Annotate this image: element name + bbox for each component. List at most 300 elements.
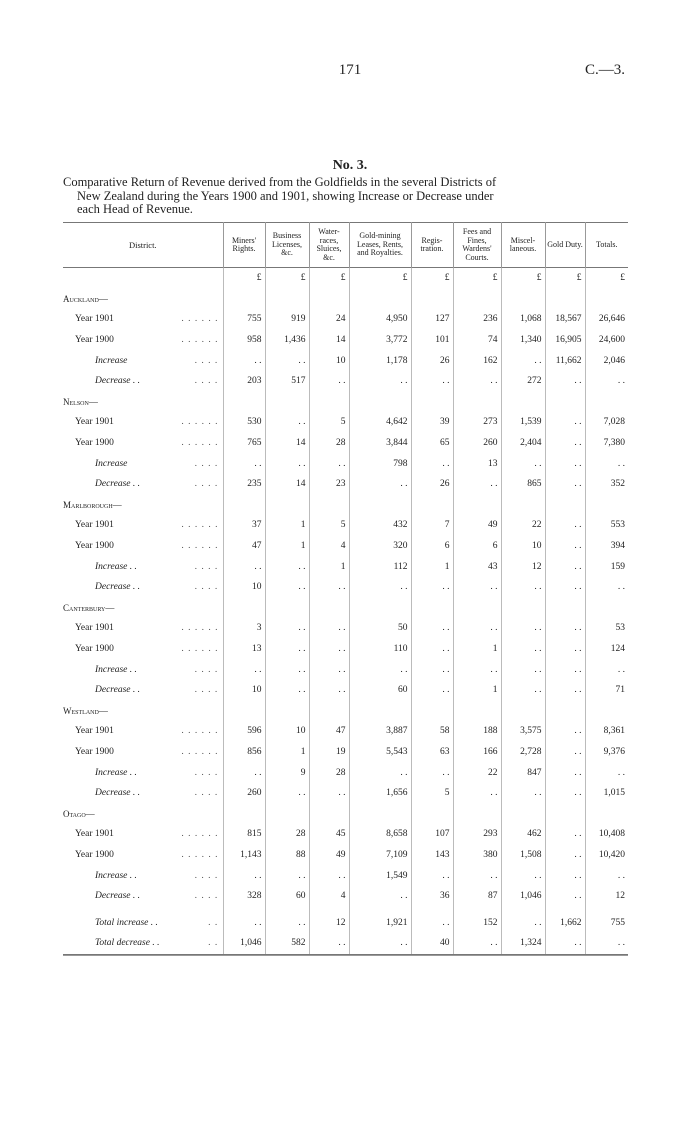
table-row (63, 680, 628, 701)
table-cell: 11,662 (545, 350, 585, 371)
row-label-text: Decrease . . (95, 582, 141, 593)
table-cell (411, 495, 453, 516)
row-label-text: Increase . . (95, 561, 137, 572)
leader-dots: . . . . (194, 767, 219, 778)
table-cell: 4 (309, 536, 349, 557)
table-cell: . . (501, 453, 545, 474)
table-cell (501, 803, 545, 824)
row-label (63, 680, 223, 701)
table-cell: 1,068 (501, 309, 545, 330)
table-cell: 3,844 (349, 433, 411, 454)
table-cell (453, 289, 501, 310)
district-name: Westland— (63, 705, 108, 716)
table-row (63, 865, 628, 886)
table-cell: 28 (309, 762, 349, 783)
table-cell (453, 803, 501, 824)
table-cell (453, 598, 501, 619)
table-cell: . . (349, 474, 411, 495)
table-cell: 8,658 (349, 824, 411, 845)
column-header: Water-races, Sluices, &c. (309, 223, 349, 268)
table-cell: . . (453, 659, 501, 680)
table-cell: . . (223, 556, 265, 577)
table-cell: 112 (349, 556, 411, 577)
table-cell: 272 (501, 371, 545, 392)
table-cell: . . (223, 865, 265, 886)
total-row (63, 912, 628, 933)
table-cell (265, 495, 309, 516)
leader-dots: . . . . . . (181, 438, 219, 449)
table-cell: . . (265, 350, 309, 371)
table-cell: . . (585, 577, 628, 598)
table-cell: . . (223, 453, 265, 474)
table-cell (585, 392, 628, 413)
table-row (63, 577, 628, 598)
table-caption (63, 176, 623, 217)
table-cell: 596 (223, 721, 265, 742)
table-cell (223, 289, 265, 310)
table-cell: . . (545, 783, 585, 804)
table-cell: . . (545, 453, 585, 474)
table-cell: . . (265, 618, 309, 639)
table-cell: . . (453, 618, 501, 639)
table-row (63, 556, 628, 577)
table-cell: 1 (453, 639, 501, 660)
district-name: Marlborough— (63, 499, 122, 510)
table-cell: . . (309, 577, 349, 598)
row-label (63, 371, 223, 392)
table-cell (453, 495, 501, 516)
table-cell (545, 289, 585, 310)
table-cell: 10,408 (585, 824, 628, 845)
leader-dots: . . . . (194, 458, 219, 469)
table-cell: 9,376 (585, 742, 628, 763)
table-cell: 9 (265, 762, 309, 783)
table-cell: 260 (453, 433, 501, 454)
table-cell: 352 (585, 474, 628, 495)
table-cell: . . (223, 350, 265, 371)
row-label (63, 618, 223, 639)
table-cell: 37 (223, 515, 265, 536)
table-cell: . . (585, 865, 628, 886)
row-label (63, 474, 223, 495)
row-label-text: Increase (95, 458, 128, 469)
table-cell: 47 (309, 721, 349, 742)
table-cell (585, 598, 628, 619)
table-cell: 159 (585, 556, 628, 577)
table-cell: . . (545, 865, 585, 886)
row-label (63, 433, 223, 454)
document-reference: C.—3. (584, 62, 625, 78)
table-cell: . . (501, 577, 545, 598)
table-cell: . . (223, 912, 265, 933)
column-header: Business Licenses, &c. (265, 223, 309, 268)
table-cell: 6 (411, 536, 453, 557)
row-label-text: Year 1901 (75, 314, 114, 325)
table-cell (545, 495, 585, 516)
table-cell: 3,772 (349, 330, 411, 351)
table-cell: 4 (309, 886, 349, 907)
table-cell: 58 (411, 721, 453, 742)
row-label-text: Year 1901 (75, 726, 114, 737)
table-cell: 22 (453, 762, 501, 783)
table-row (63, 371, 628, 392)
table-cell: . . (411, 618, 453, 639)
district-name: Auckland— (63, 293, 108, 304)
district-name: Nelson— (63, 396, 98, 407)
table-cell: . . (265, 659, 309, 680)
table-cell (265, 392, 309, 413)
table-cell: . . (545, 933, 585, 954)
table-cell: . . (411, 680, 453, 701)
table-row (63, 474, 628, 495)
leader-dots: . . . . (194, 582, 219, 593)
table-cell: 74 (453, 330, 501, 351)
caption-line-2: New Zealand during the Years 1900 and 1901, showing Increase or Decrease under (77, 188, 494, 203)
table-cell: . . (309, 453, 349, 474)
table-cell: 10,420 (585, 845, 628, 866)
table-cell: . . (501, 618, 545, 639)
table-cell: . . (309, 933, 349, 954)
table-cell: 1 (265, 742, 309, 763)
table-cell: 124 (585, 639, 628, 660)
table-cell (349, 803, 411, 824)
table-cell: 5,543 (349, 742, 411, 763)
table-cell: . . (309, 680, 349, 701)
table-cell: 236 (453, 309, 501, 330)
row-label (63, 515, 223, 536)
table-cell: 856 (223, 742, 265, 763)
table-cell: 6 (453, 536, 501, 557)
table-cell: 1,015 (585, 783, 628, 804)
table-cell: 2,046 (585, 350, 628, 371)
table-cell: 1,324 (501, 933, 545, 954)
table-cell: . . (545, 886, 585, 907)
table-cell: 14 (265, 474, 309, 495)
row-label-text: Decrease . . (95, 479, 141, 490)
table-cell: 2,404 (501, 433, 545, 454)
table-cell: . . (411, 865, 453, 886)
row-label (63, 556, 223, 577)
units-row (63, 268, 628, 289)
table-cell: . . (545, 577, 585, 598)
table-cell: 65 (411, 433, 453, 454)
table-cell: 127 (411, 309, 453, 330)
table-row (63, 742, 628, 763)
leader-dots: . . . . . . (181, 623, 219, 634)
caption-line-1: Comparative Return of Revenue derived from the Goldfields in the several Districts of (63, 175, 497, 189)
table-cell: 26,646 (585, 309, 628, 330)
row-label-text: Increase . . (95, 664, 137, 675)
table-cell (265, 289, 309, 310)
row-label-text: Increase . . (95, 767, 137, 778)
row-label-text: Year 1901 (75, 417, 114, 428)
table-cell (349, 700, 411, 721)
table-cell: . . (585, 762, 628, 783)
table-cell: . . (411, 371, 453, 392)
table-cell: . . (265, 577, 309, 598)
table-cell: 4,950 (349, 309, 411, 330)
table-row (63, 515, 628, 536)
table-cell: 188 (453, 721, 501, 742)
table-cell: 394 (585, 536, 628, 557)
table-cell (349, 598, 411, 619)
table-cell: . . (411, 912, 453, 933)
leader-dots: . . . . (194, 685, 219, 696)
table-cell (223, 700, 265, 721)
table-cell: . . (545, 824, 585, 845)
table-cell: . . (265, 783, 309, 804)
table-cell: 273 (453, 412, 501, 433)
table-cell: 865 (501, 474, 545, 495)
table-cell: 23 (309, 474, 349, 495)
table-cell: . . (223, 762, 265, 783)
table-cell: 19 (309, 742, 349, 763)
row-label (63, 577, 223, 598)
table-cell: 517 (265, 371, 309, 392)
table-cell: 5 (309, 515, 349, 536)
table-row (63, 433, 628, 454)
table-cell: 26 (411, 350, 453, 371)
district-name: Otago— (63, 808, 95, 819)
column-header: Miscel-laneous. (501, 223, 545, 268)
table-cell: 7 (411, 515, 453, 536)
table-cell (223, 598, 265, 619)
column-header: Totals. (585, 223, 628, 268)
table-cell: 10 (223, 577, 265, 598)
column-header-row (63, 223, 628, 268)
table-row (63, 350, 628, 371)
table-cell: 328 (223, 886, 265, 907)
leader-dots: . . . . . . (181, 314, 219, 325)
table-cell: . . (349, 371, 411, 392)
unit-cell: £ (545, 268, 585, 289)
table-cell: 162 (453, 350, 501, 371)
table-cell: 1 (309, 556, 349, 577)
table-cell: 63 (411, 742, 453, 763)
table-cell: 10 (309, 350, 349, 371)
table-cell: . . (453, 577, 501, 598)
row-label-text: Year 1900 (75, 335, 114, 346)
table-cell: 14 (309, 330, 349, 351)
table-cell: 3,575 (501, 721, 545, 742)
table-cell: 462 (501, 824, 545, 845)
unit-cell: £ (585, 268, 628, 289)
row-label-text: Decrease . . (95, 685, 141, 696)
table-cell (265, 803, 309, 824)
table-cell: . . (309, 865, 349, 886)
table-row (63, 886, 628, 907)
table-cell: . . (453, 371, 501, 392)
leader-dots: . . . . (194, 664, 219, 675)
table-cell (545, 803, 585, 824)
table-cell: 260 (223, 783, 265, 804)
column-header: Gold Duty. (545, 223, 585, 268)
leader-dots: . . . . . . (181, 829, 219, 840)
table-cell: . . (545, 433, 585, 454)
table-cell: . . (545, 371, 585, 392)
table-cell: 10 (223, 680, 265, 701)
leader-dots: . . . . (194, 870, 219, 881)
table-cell: . . (545, 515, 585, 536)
table-cell (223, 392, 265, 413)
table-cell: 1 (453, 680, 501, 701)
table-cell: 755 (585, 912, 628, 933)
unit-cell: £ (411, 268, 453, 289)
table-cell: 553 (585, 515, 628, 536)
table-cell: 1,046 (501, 886, 545, 907)
table-cell: 320 (349, 536, 411, 557)
table-cell: . . (585, 933, 628, 954)
table-cell: . . (309, 783, 349, 804)
row-label-text: Year 1900 (75, 541, 114, 552)
table-cell: 47 (223, 536, 265, 557)
table-row (63, 721, 628, 742)
row-label (63, 742, 223, 763)
row-label (63, 865, 223, 886)
table-cell: . . (349, 659, 411, 680)
table-cell: 1,340 (501, 330, 545, 351)
caption-line-3: each Head of Revenue. (77, 202, 193, 216)
table-cell: 14 (265, 433, 309, 454)
leader-dots: . . . . . . (181, 541, 219, 552)
table-cell (309, 700, 349, 721)
table-row (63, 309, 628, 330)
unit-cell: £ (453, 268, 501, 289)
column-header: Regis-tration. (411, 223, 453, 268)
table-cell: 16,905 (545, 330, 585, 351)
table-cell: . . (545, 680, 585, 701)
table-cell: . . (265, 912, 309, 933)
table-cell: 847 (501, 762, 545, 783)
row-label (63, 762, 223, 783)
table-cell: 2,728 (501, 742, 545, 763)
row-label-text: Year 1900 (75, 746, 114, 757)
table-cell: 7,380 (585, 433, 628, 454)
row-label-text: Decrease . . (95, 891, 141, 902)
table-cell: . . (545, 536, 585, 557)
table-cell: 293 (453, 824, 501, 845)
table-row (63, 639, 628, 660)
table-cell: 88 (265, 845, 309, 866)
table-cell: . . (349, 577, 411, 598)
table-cell: 1 (265, 536, 309, 557)
table-cell: 152 (453, 912, 501, 933)
table-cell: 1,436 (265, 330, 309, 351)
table-cell: . . (411, 639, 453, 660)
row-label (63, 330, 223, 351)
table-cell: 50 (349, 618, 411, 639)
table-cell: 28 (265, 824, 309, 845)
table-cell: 765 (223, 433, 265, 454)
table-cell: 1,662 (545, 912, 585, 933)
row-label (63, 350, 223, 371)
table-cell (309, 598, 349, 619)
table-cell: . . (411, 577, 453, 598)
table-cell: . . (223, 659, 265, 680)
table-cell: . . (501, 659, 545, 680)
table-cell: 582 (265, 933, 309, 954)
table-cell (453, 700, 501, 721)
table-cell: 1,508 (501, 845, 545, 866)
table-row (63, 412, 628, 433)
column-header: District. (128, 239, 157, 250)
table-cell (309, 392, 349, 413)
leader-dots: . . . . (194, 355, 219, 366)
table-cell: . . (545, 721, 585, 742)
district-header-row (63, 392, 628, 413)
table-cell: . . (265, 680, 309, 701)
row-label-text: Year 1900 (75, 643, 114, 654)
leader-dots: . . . . (194, 891, 219, 902)
table-cell (501, 495, 545, 516)
table-row (63, 845, 628, 866)
table-cell: 3 (223, 618, 265, 639)
leader-dots: . . . . . . (181, 335, 219, 346)
table-cell (545, 392, 585, 413)
table-cell (585, 700, 628, 721)
table-cell (223, 803, 265, 824)
table-cell: 10 (501, 536, 545, 557)
table-cell: 432 (349, 515, 411, 536)
leader-dots: . . . . . . (181, 849, 219, 860)
table-cell: . . (453, 865, 501, 886)
table-cell: 39 (411, 412, 453, 433)
table-cell: . . (545, 639, 585, 660)
row-label (63, 783, 223, 804)
row-label (63, 536, 223, 557)
table-cell: 3,887 (349, 721, 411, 742)
table-cell: . . (545, 474, 585, 495)
table-cell: 7,028 (585, 412, 628, 433)
table-cell (411, 803, 453, 824)
leader-dots: . . . . (194, 561, 219, 572)
table-cell (545, 700, 585, 721)
row-label (63, 659, 223, 680)
table-row (63, 762, 628, 783)
row-label-text: Year 1901 (75, 520, 114, 531)
column-header: Miners' Rights. (223, 223, 265, 268)
row-label (63, 453, 223, 474)
table-cell: . . (265, 556, 309, 577)
table-cell: . . (411, 659, 453, 680)
table-cell: 5 (411, 783, 453, 804)
table-cell: . . (501, 639, 545, 660)
table-cell: 71 (585, 680, 628, 701)
table-cell: 12 (309, 912, 349, 933)
row-label-text: Decrease . . (95, 376, 141, 387)
row-label (63, 933, 223, 954)
table-cell: 1,549 (349, 865, 411, 886)
table-cell: 49 (453, 515, 501, 536)
table-cell: 28 (309, 433, 349, 454)
table-cell: 1,178 (349, 350, 411, 371)
revenue-table (63, 222, 628, 955)
table-cell (309, 803, 349, 824)
table-row (63, 618, 628, 639)
table-cell: . . (453, 933, 501, 954)
table-cell: 43 (453, 556, 501, 577)
table-cell (501, 289, 545, 310)
leader-dots: . . . . . . (181, 746, 219, 757)
table-cell: . . (545, 618, 585, 639)
table-cell: . . (309, 371, 349, 392)
table-cell: 45 (309, 824, 349, 845)
table-row (63, 783, 628, 804)
table-cell: 1,921 (349, 912, 411, 933)
table-cell (501, 598, 545, 619)
table-cell: . . (265, 453, 309, 474)
table-cell (411, 700, 453, 721)
